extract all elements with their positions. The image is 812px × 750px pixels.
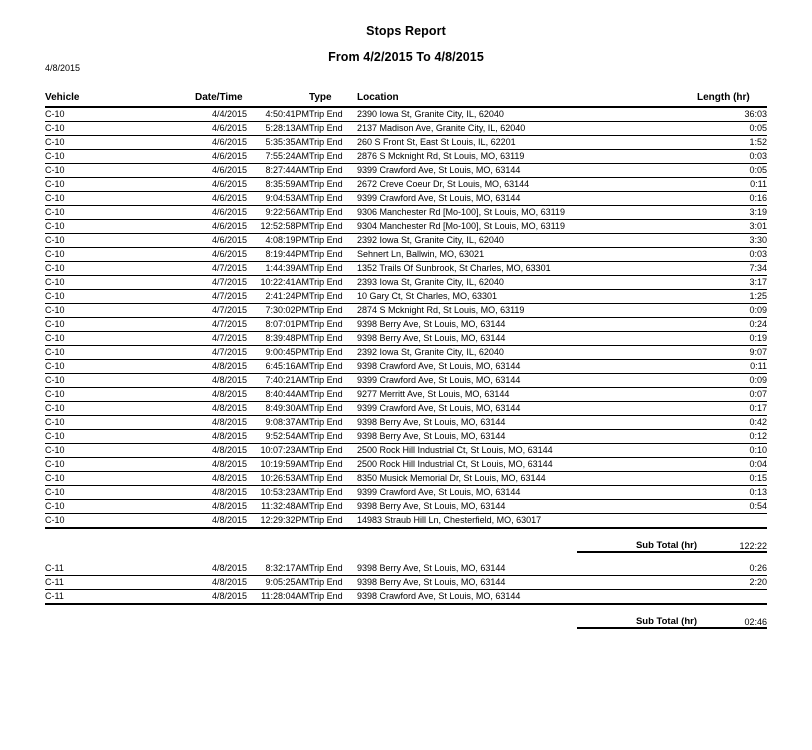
cell-time: 8:39:48PM: [247, 332, 309, 346]
cell-vehicle: C-10: [45, 248, 195, 262]
cell-type: Trip End: [309, 430, 357, 444]
subtotal-value: 122:22: [739, 541, 767, 551]
cell-vehicle: C-11: [45, 562, 195, 576]
table-row: [45, 248, 767, 262]
table-row: [45, 122, 767, 136]
cell-length: 0:13: [697, 486, 767, 500]
cell-time: 9:04:53AM: [247, 192, 309, 206]
cell-vehicle: C-10: [45, 472, 195, 486]
cell-length: 0:26: [697, 562, 767, 576]
cell-vehicle: C-10: [45, 332, 195, 346]
cell-type: Trip End: [309, 234, 357, 248]
cell-location: 10 Gary Ct, St Charles, MO, 63301: [357, 290, 697, 304]
subtotal-block-c11: [45, 605, 767, 629]
subtotal-row-c11: [45, 605, 767, 627]
cell-length: 0:03: [697, 248, 767, 262]
cell-vehicle: C-10: [45, 346, 195, 360]
cell-date: 4/8/2015: [195, 374, 247, 388]
cell-length: 0:09: [697, 304, 767, 318]
cell-length: 36:03: [697, 107, 767, 122]
cell-location: 2393 Iowa St, Granite City, IL, 62040: [357, 276, 697, 290]
stops-table: [45, 92, 767, 529]
cell-date: 4/8/2015: [195, 472, 247, 486]
cell-type: Trip End: [309, 346, 357, 360]
cell-date: 4/6/2015: [195, 206, 247, 220]
cell-date: 4/8/2015: [195, 486, 247, 500]
cell-length: 1:52: [697, 136, 767, 150]
cell-location: 9398 Berry Ave, St Louis, MO, 63144: [357, 416, 697, 430]
cell-location: 9306 Manchester Rd [Mo-100], St Louis, MO, 63119: [357, 206, 697, 220]
cell-location: 2137 Madison Ave, Granite City, IL, 62040: [357, 122, 697, 136]
cell-vehicle: C-11: [45, 576, 195, 590]
cell-time: 10:22:41AM: [247, 276, 309, 290]
cell-length: 0:07: [697, 388, 767, 402]
cell-type: Trip End: [309, 192, 357, 206]
column-header-type: Type: [309, 92, 357, 107]
cell-length: 0:11: [697, 360, 767, 374]
cell-time: 6:45:16AM: [247, 360, 309, 374]
cell-location: 2874 S Mcknight Rd, St Louis, MO, 63119: [357, 304, 697, 318]
cell-time: 8:49:30AM: [247, 402, 309, 416]
cell-vehicle: C-10: [45, 192, 195, 206]
cell-type: Trip End: [309, 562, 357, 576]
cell-date: 4/6/2015: [195, 136, 247, 150]
cell-time: 8:32:17AM: [247, 562, 309, 576]
table-row: [45, 304, 767, 318]
cell-vehicle: C-10: [45, 486, 195, 500]
cell-type: Trip End: [309, 262, 357, 276]
cell-type: Trip End: [309, 360, 357, 374]
cell-location: 2392 Iowa St, Granite City, IL, 62040: [357, 346, 697, 360]
cell-date: 4/8/2015: [195, 562, 247, 576]
cell-vehicle: C-10: [45, 458, 195, 472]
cell-location: 2500 Rock Hill Industrial Ct, St Louis, MO, 63144: [357, 458, 697, 472]
cell-type: Trip End: [309, 576, 357, 590]
cell-date: 4/8/2015: [195, 444, 247, 458]
cell-type: Trip End: [309, 304, 357, 318]
cell-date: 4/6/2015: [195, 248, 247, 262]
cell-vehicle: C-11: [45, 590, 195, 605]
cell-location: 9399 Crawford Ave, St Louis, MO, 63144: [357, 374, 697, 388]
cell-vehicle: C-10: [45, 430, 195, 444]
cell-time: 8:07:01PM: [247, 318, 309, 332]
cell-vehicle: C-10: [45, 262, 195, 276]
cell-vehicle: C-10: [45, 107, 195, 122]
cell-length: 7:34: [697, 262, 767, 276]
cell-time: 4:08:19PM: [247, 234, 309, 248]
table-row: [45, 318, 767, 332]
cell-time: 5:28:13AM: [247, 122, 309, 136]
cell-location: 2672 Creve Coeur Dr, St Louis, MO, 63144: [357, 178, 697, 192]
cell-date: 4/7/2015: [195, 332, 247, 346]
cell-length: 1:25: [697, 290, 767, 304]
cell-location: 9399 Crawford Ave, St Louis, MO, 63144: [357, 486, 697, 500]
cell-time: 9:52:54AM: [247, 430, 309, 444]
cell-vehicle: C-10: [45, 206, 195, 220]
cell-vehicle: C-10: [45, 178, 195, 192]
cell-vehicle: C-10: [45, 164, 195, 178]
cell-time: 11:28:04AM: [247, 590, 309, 605]
cell-time: 8:35:59AM: [247, 178, 309, 192]
cell-type: Trip End: [309, 248, 357, 262]
cell-vehicle: C-10: [45, 360, 195, 374]
cell-location: 9398 Crawford Ave, St Louis, MO, 63144: [357, 590, 697, 605]
cell-location: 9304 Manchester Rd [Mo-100], St Louis, MO, 63119: [357, 220, 697, 234]
table-row: [45, 107, 767, 122]
cell-date: 4/6/2015: [195, 164, 247, 178]
cell-location: 260 S Front St, East St Louis, IL, 62201: [357, 136, 697, 150]
cell-time: 12:29:32PM: [247, 514, 309, 529]
page-title: Stops Report: [366, 24, 446, 38]
cell-location: 9398 Crawford Ave, St Louis, MO, 63144: [357, 360, 697, 374]
cell-location: 2390 Iowa St, Granite City, IL, 62040: [357, 107, 697, 122]
cell-length: 3:17: [697, 276, 767, 290]
cell-date: 4/6/2015: [195, 122, 247, 136]
cell-length: 0:24: [697, 318, 767, 332]
cell-type: Trip End: [309, 276, 357, 290]
cell-type: Trip End: [309, 150, 357, 164]
cell-length: 0:42: [697, 416, 767, 430]
cell-type: Trip End: [309, 136, 357, 150]
table-row: [45, 262, 767, 276]
cell-date: 4/8/2015: [195, 430, 247, 444]
cell-date: 4/8/2015: [195, 590, 247, 605]
table-row: [45, 192, 767, 206]
cell-date: 4/6/2015: [195, 192, 247, 206]
table-row: [45, 374, 767, 388]
cell-length: 0:12: [697, 430, 767, 444]
cell-vehicle: C-10: [45, 290, 195, 304]
cell-length: 0:05: [697, 122, 767, 136]
cell-location: 14983 Straub Hill Ln, Chesterfield, MO, 63017: [357, 514, 697, 529]
cell-type: Trip End: [309, 178, 357, 192]
stops-table-c11: [45, 562, 767, 605]
table-row: [45, 206, 767, 220]
cell-location: 2500 Rock Hill Industrial Ct, St Louis, MO, 63144: [357, 444, 697, 458]
cell-time: 11:32:48AM: [247, 500, 309, 514]
table-row: [45, 486, 767, 500]
column-header-datetime: Date/Time: [195, 92, 309, 107]
cell-time: 4:50:41PM: [247, 107, 309, 122]
cell-vehicle: C-10: [45, 304, 195, 318]
table-body-group-c10: [45, 107, 767, 528]
cell-date: 4/7/2015: [195, 318, 247, 332]
cell-location: 9398 Berry Ave, St Louis, MO, 63144: [357, 576, 697, 590]
cell-vehicle: C-10: [45, 276, 195, 290]
cell-type: Trip End: [309, 107, 357, 122]
cell-type: Trip End: [309, 458, 357, 472]
cell-time: 9:05:25AM: [247, 576, 309, 590]
cell-length: 0:19: [697, 332, 767, 346]
cell-location: 9398 Berry Ave, St Louis, MO, 63144: [357, 562, 697, 576]
report-date-range: From 4/2/2015 To 4/8/2015: [328, 50, 484, 64]
column-header-vehicle: Vehicle: [45, 92, 195, 107]
cell-type: Trip End: [309, 444, 357, 458]
cell-date: 4/8/2015: [195, 388, 247, 402]
table-body-group-c11: [45, 562, 767, 604]
cell-type: Trip End: [309, 486, 357, 500]
cell-length: 0:04: [697, 458, 767, 472]
cell-type: Trip End: [309, 590, 357, 605]
cell-time: 10:07:23AM: [247, 444, 309, 458]
cell-date: 4/8/2015: [195, 402, 247, 416]
cell-length: 0:54: [697, 500, 767, 514]
cell-vehicle: C-10: [45, 416, 195, 430]
cell-location: Sehnert Ln, Ballwin, MO, 63021: [357, 248, 697, 262]
cell-time: 9:08:37AM: [247, 416, 309, 430]
print-date: 4/8/2015: [45, 63, 81, 73]
table-row: [45, 332, 767, 346]
table-header: [45, 92, 767, 107]
table-row: [45, 276, 767, 290]
column-header-length: Length (hr): [697, 92, 767, 107]
cell-vehicle: C-10: [45, 402, 195, 416]
table-row: [45, 388, 767, 402]
cell-time: 10:19:59AM: [247, 458, 309, 472]
table-row: [45, 416, 767, 430]
cell-location: 1352 Trails Of Sunbrook, St Charles, MO, 63301: [357, 262, 697, 276]
table-row: [45, 514, 767, 529]
cell-date: 4/7/2015: [195, 290, 247, 304]
cell-length: 0:03: [697, 150, 767, 164]
cell-type: Trip End: [309, 206, 357, 220]
cell-time: 9:22:56AM: [247, 206, 309, 220]
subtotal-label: Sub Total (hr): [635, 540, 697, 551]
cell-location: 9277 Merritt Ave, St Louis, MO, 63144: [357, 388, 697, 402]
cell-vehicle: C-10: [45, 444, 195, 458]
table-row: [45, 290, 767, 304]
cell-length: 0:05: [697, 164, 767, 178]
cell-vehicle: C-10: [45, 374, 195, 388]
cell-time: 10:53:23AM: [247, 486, 309, 500]
cell-type: Trip End: [309, 318, 357, 332]
table-row: [45, 360, 767, 374]
cell-length: [697, 514, 767, 529]
subtotal-underline: [577, 627, 767, 629]
group-spacer: [45, 553, 767, 562]
cell-date: 4/6/2015: [195, 234, 247, 248]
cell-location: 9398 Berry Ave, St Louis, MO, 63144: [357, 500, 697, 514]
cell-time: 7:40:21AM: [247, 374, 309, 388]
cell-time: 2:41:24PM: [247, 290, 309, 304]
cell-vehicle: C-10: [45, 514, 195, 529]
cell-location: 2876 S Mcknight Rd, St Louis, MO, 63119: [357, 150, 697, 164]
table-row: [45, 500, 767, 514]
table-row: [45, 444, 767, 458]
cell-vehicle: C-10: [45, 136, 195, 150]
cell-time: 8:40:44AM: [247, 388, 309, 402]
subtotal-value: 02:46: [744, 617, 767, 627]
table-row: [45, 234, 767, 248]
cell-type: Trip End: [309, 514, 357, 529]
table-row: [45, 458, 767, 472]
cell-date: 4/7/2015: [195, 262, 247, 276]
cell-time: 1:44:39AM: [247, 262, 309, 276]
table-row: [45, 562, 767, 576]
cell-length: 0:15: [697, 472, 767, 486]
cell-time: 12:52:58PM: [247, 220, 309, 234]
cell-type: Trip End: [309, 122, 357, 136]
cell-date: 4/6/2015: [195, 178, 247, 192]
table-row: [45, 178, 767, 192]
table-row: [45, 590, 767, 605]
cell-length: 0:10: [697, 444, 767, 458]
cell-length: 0:09: [697, 374, 767, 388]
cell-date: 4/6/2015: [195, 220, 247, 234]
table-row: [45, 402, 767, 416]
cell-date: 4/7/2015: [195, 276, 247, 290]
cell-location: 9399 Crawford Ave, St Louis, MO, 63144: [357, 192, 697, 206]
cell-vehicle: C-10: [45, 122, 195, 136]
cell-vehicle: C-10: [45, 234, 195, 248]
cell-type: Trip End: [309, 164, 357, 178]
subtotal-block-c10: [45, 529, 767, 553]
cell-date: 4/4/2015: [195, 107, 247, 122]
cell-date: 4/8/2015: [195, 416, 247, 430]
cell-time: 7:30:02PM: [247, 304, 309, 318]
stops-table-container: [45, 92, 767, 629]
cell-date: 4/7/2015: [195, 304, 247, 318]
cell-time: 8:19:44PM: [247, 248, 309, 262]
cell-vehicle: C-10: [45, 150, 195, 164]
cell-vehicle: C-10: [45, 220, 195, 234]
cell-location: 9398 Berry Ave, St Louis, MO, 63144: [357, 430, 697, 444]
table-row: [45, 346, 767, 360]
table-row: [45, 430, 767, 444]
cell-location: 8350 Musick Memorial Dr, St Louis, MO, 63144: [357, 472, 697, 486]
cell-length: 3:30: [697, 234, 767, 248]
cell-type: Trip End: [309, 500, 357, 514]
subtotal-label: Sub Total (hr): [635, 616, 697, 627]
cell-type: Trip End: [309, 220, 357, 234]
cell-date: 4/8/2015: [195, 360, 247, 374]
table-row: [45, 150, 767, 164]
cell-location: 9398 Berry Ave, St Louis, MO, 63144: [357, 332, 697, 346]
table-row: [45, 136, 767, 150]
cell-date: 4/8/2015: [195, 514, 247, 529]
cell-type: Trip End: [309, 416, 357, 430]
cell-date: 4/7/2015: [195, 346, 247, 360]
cell-time: 7:55:24AM: [247, 150, 309, 164]
cell-type: Trip End: [309, 332, 357, 346]
cell-type: Trip End: [309, 374, 357, 388]
cell-time: 9:00:45PM: [247, 346, 309, 360]
cell-time: 10:26:53AM: [247, 472, 309, 486]
cell-type: Trip End: [309, 388, 357, 402]
cell-date: 4/8/2015: [195, 458, 247, 472]
cell-length: 0:16: [697, 192, 767, 206]
cell-vehicle: C-10: [45, 388, 195, 402]
cell-length: 9:07: [697, 346, 767, 360]
table-row: [45, 164, 767, 178]
cell-length: [697, 590, 767, 605]
cell-date: 4/6/2015: [195, 150, 247, 164]
cell-length: 3:19: [697, 206, 767, 220]
table-row: [45, 220, 767, 234]
cell-type: Trip End: [309, 472, 357, 486]
cell-time: 8:27:44AM: [247, 164, 309, 178]
table-row: [45, 472, 767, 486]
cell-length: 2:20: [697, 576, 767, 590]
cell-date: 4/8/2015: [195, 500, 247, 514]
cell-vehicle: C-10: [45, 318, 195, 332]
cell-length: 0:11: [697, 178, 767, 192]
cell-type: Trip End: [309, 290, 357, 304]
table-row: [45, 576, 767, 590]
cell-location: 9399 Crawford Ave, St Louis, MO, 63144: [357, 402, 697, 416]
cell-length: 0:17: [697, 402, 767, 416]
cell-length: 3:01: [697, 220, 767, 234]
cell-location: 9399 Crawford Ave, St Louis, MO, 63144: [357, 164, 697, 178]
cell-vehicle: C-10: [45, 500, 195, 514]
cell-date: 4/8/2015: [195, 576, 247, 590]
cell-location: 2392 Iowa St, Granite City, IL, 62040: [357, 234, 697, 248]
cell-location: 9398 Berry Ave, St Louis, MO, 63144: [357, 318, 697, 332]
cell-time: 5:35:35AM: [247, 136, 309, 150]
column-header-location: Location: [357, 92, 697, 107]
subtotal-underline: [577, 551, 767, 553]
subtotal-row-c10: [45, 529, 767, 551]
cell-type: Trip End: [309, 402, 357, 416]
